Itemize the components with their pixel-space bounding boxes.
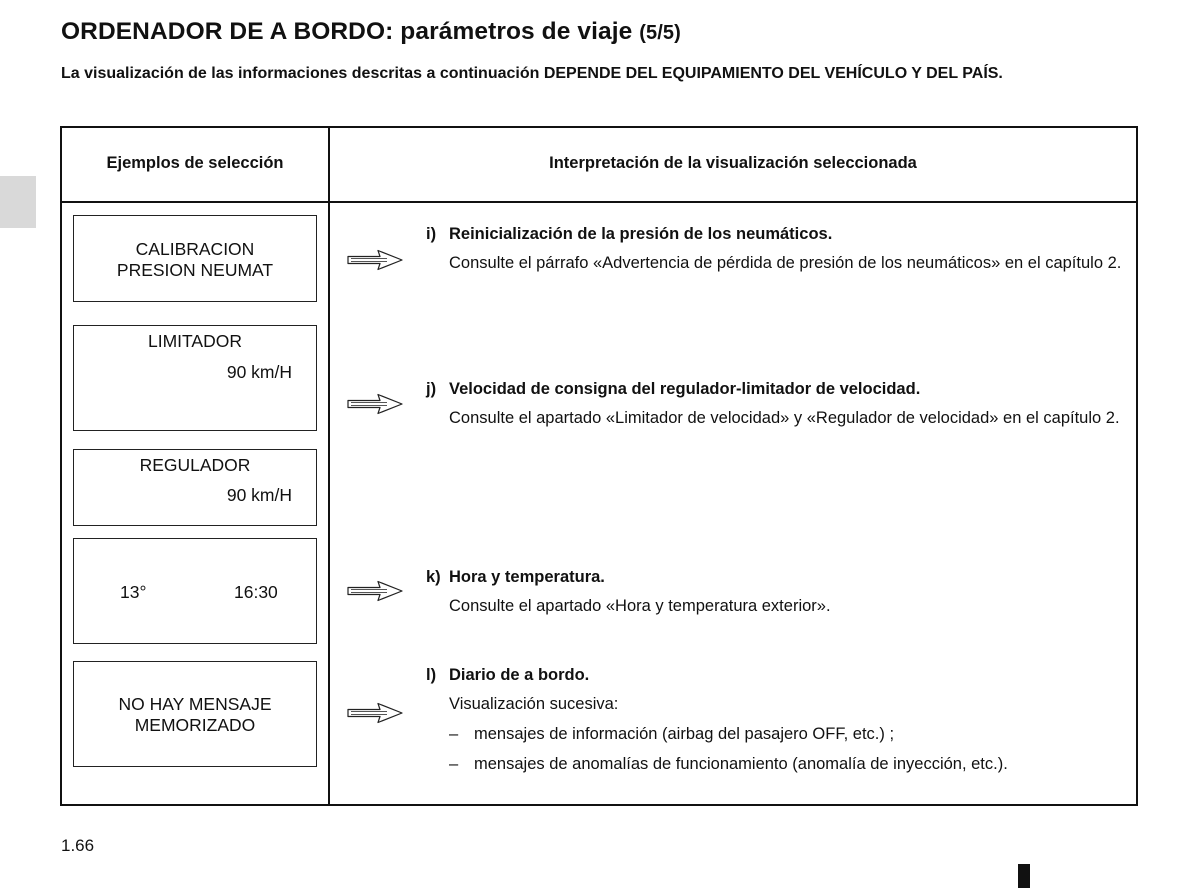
item-body: Consulte el párrafo «Advertencia de pérdida de presión de los neumáticos» en el capítulo 2. <box>449 254 1122 272</box>
display-line: REGULADOR <box>139 455 251 475</box>
item-letter: l) <box>426 666 437 684</box>
bullet-dash: – <box>449 725 459 743</box>
item-j-speed-setpoint <box>426 378 1134 429</box>
arrow-right-icon <box>347 700 403 726</box>
table-column-divider <box>328 126 330 806</box>
page-title <box>61 18 681 46</box>
item-title-text: Velocidad de consigna del regulador-limitador de velocidad. <box>449 380 921 398</box>
list-item <box>426 723 1134 745</box>
item-title-text: Diario de a bordo. <box>449 666 590 684</box>
item-letter: i) <box>426 225 437 243</box>
display-example-tire-calibration <box>73 215 317 302</box>
column-header-interpretation: Interpretación de la visualización seleccionada <box>549 154 917 172</box>
column-header-examples: Ejemplos de selección <box>106 154 284 172</box>
bullet-text: mensajes de anomalías de funcionamiento (anomalía de inyección, etc.). <box>474 755 1008 773</box>
item-i-tire-pressure <box>426 223 1134 274</box>
item-title <box>426 664 1134 686</box>
arrow-right-icon <box>347 247 403 273</box>
display-speed-value: 90 km/H <box>226 485 292 505</box>
item-title <box>426 378 1134 400</box>
page-subtitle: La visualización de las informaciones descritas a continuación DEPENDE DEL EQUIPAMIENTO DEL VEHÍCULO Y DEL PAÍS. <box>61 65 1003 82</box>
list-item <box>426 753 1134 775</box>
item-k-time-temperature <box>426 566 1134 617</box>
display-line: LIMITADOR <box>148 331 242 351</box>
item-body: Visualización sucesiva: <box>449 695 619 713</box>
display-line: NO HAY MENSAJE <box>118 694 272 714</box>
display-example-limiter <box>73 325 317 431</box>
page-title-suffix: (5/5) <box>639 22 681 44</box>
item-letter: k) <box>426 568 441 586</box>
display-temperature: 13° <box>120 582 147 602</box>
page-corner-mark <box>1018 864 1030 888</box>
chapter-tab-marker <box>0 176 36 228</box>
item-body: Consulte el apartado «Limitador de velocidad» y «Regulador de velocidad» en el capítulo 2. <box>449 409 1120 427</box>
display-line: MEMORIZADO <box>134 715 256 735</box>
display-example-logbook <box>73 661 317 767</box>
item-title <box>426 566 1134 588</box>
arrow-right-icon <box>347 391 403 417</box>
display-line: CALIBRACION <box>135 239 255 259</box>
display-line: PRESION NEUMAT <box>116 260 274 280</box>
item-letter: j) <box>426 380 437 398</box>
table-header-divider <box>60 201 1138 203</box>
bullet-text: mensajes de información (airbag del pasajero OFF, etc.) ; <box>474 725 895 743</box>
display-example-time-temperature <box>73 538 317 644</box>
item-title <box>426 223 1134 245</box>
bullet-dash: – <box>449 755 459 773</box>
item-title-text: Reinicialización de la presión de los neumáticos. <box>449 225 833 243</box>
display-time: 16:30 <box>234 582 278 602</box>
item-body: Consulte el apartado «Hora y temperatura exterior». <box>449 597 831 615</box>
item-title-text: Hora y temperatura. <box>449 568 605 586</box>
display-example-regulator <box>73 449 317 526</box>
item-l-logbook <box>426 664 1134 775</box>
page-number: 1.66 <box>61 836 95 855</box>
display-speed-value: 90 km/H <box>226 362 292 382</box>
page-title-main: ORDENADOR DE A BORDO: parámetros de viaje <box>61 18 633 45</box>
arrow-right-icon <box>347 578 403 604</box>
